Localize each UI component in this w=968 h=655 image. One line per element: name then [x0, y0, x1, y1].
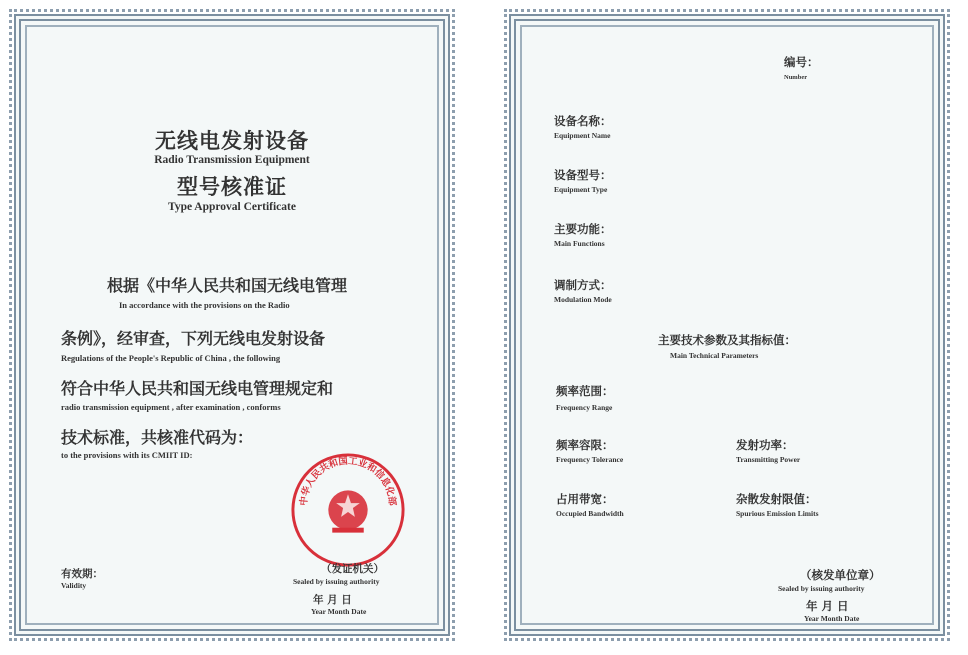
body-line-1-cn: 根据《中华人民共和国无线电管理: [107, 276, 348, 295]
validity-label-cn: 有效期：: [61, 568, 103, 580]
spurious-emission-label-en: Spurious Emission Limits: [736, 509, 819, 518]
main-functions-label-en: Main Functions: [554, 239, 605, 248]
occupied-bandwidth-label-en: Occupied Bandwidth: [556, 509, 624, 518]
body-line-2-cn: 条例》，经审查，下列无线电发射设备: [61, 329, 326, 348]
date-label-en: Year Month Date: [311, 607, 367, 616]
equipment-type-label-cn: 设备型号：: [554, 168, 612, 182]
issuing-unit-seal-en: Sealed by issuing authority: [778, 584, 865, 593]
issuer-label-cn: （发证机关）: [321, 563, 384, 575]
official-seal: [289, 451, 407, 569]
frequency-range-label-cn: 频率范围：: [556, 384, 614, 398]
body-line-3-cn: 符合中华人民共和国无线电管理规定和: [61, 379, 334, 398]
body-line-1-en: In accordance with the provisions on the Radio: [119, 300, 290, 310]
frequency-range-label-en: Frequency Range: [556, 403, 613, 412]
certificate-back-page: [509, 14, 945, 636]
right-date-label-cn: 年 月 日: [806, 599, 849, 613]
occupied-bandwidth-label-cn: 占用带宽：: [556, 492, 614, 506]
main-functions-label-cn: 主要功能：: [554, 222, 612, 236]
body-line-4-en: to the provisions with its CMIIT ID:: [61, 450, 193, 460]
equipment-name-label-en: Equipment Name: [554, 131, 611, 140]
title-en: Radio Transmission Equipment: [154, 154, 310, 166]
transmitting-power-label-cn: 发射功率：: [736, 438, 794, 452]
spurious-emission-label-cn: 杂散发射限值：: [736, 492, 817, 506]
subtitle-cn: 型号核准证: [177, 174, 287, 199]
equipment-name-label-cn: 设备名称：: [554, 114, 612, 128]
validity-label-en: Validity: [61, 581, 87, 590]
certificate-front-page: [14, 14, 450, 636]
date-label-cn: 年 月 日: [313, 594, 352, 606]
transmitting-power-label-en: Transmitting Power: [736, 455, 801, 464]
body-line-2-en: Regulations of the People's Republic of China , the following: [61, 353, 281, 363]
body-line-4-cn: 技术标准，共核准代码为：: [61, 428, 254, 447]
issuer-label-en: Sealed by issuing authority: [293, 577, 380, 586]
right-date-label-en: Year Month Date: [804, 614, 860, 623]
modulation-mode-label-cn: 调制方式：: [554, 278, 612, 292]
title-cn: 无线电发射设备: [155, 128, 309, 153]
issuing-unit-seal-cn: （核发单位章）: [800, 568, 881, 582]
equipment-type-label-en: Equipment Type: [554, 185, 608, 194]
number-label-cn: 编号：: [784, 55, 819, 69]
subtitle-en: Type Approval Certificate: [168, 201, 296, 213]
frequency-tolerance-label-cn: 频率容限：: [556, 438, 614, 452]
parameters-heading-cn: 主要技术参数及其指标值：: [658, 333, 796, 347]
seal-text: 中华人民共和国工业和信息化部: [298, 455, 398, 507]
modulation-mode-label-en: Modulation Mode: [554, 295, 612, 304]
body-line-3-en: radio transmission equipment , after examination , conforms: [61, 402, 281, 412]
parameters-heading-en: Main Technical Parameters: [670, 351, 759, 360]
number-label-en: Number: [784, 74, 808, 81]
frequency-tolerance-label-en: Frequency Tolerance: [556, 455, 624, 464]
